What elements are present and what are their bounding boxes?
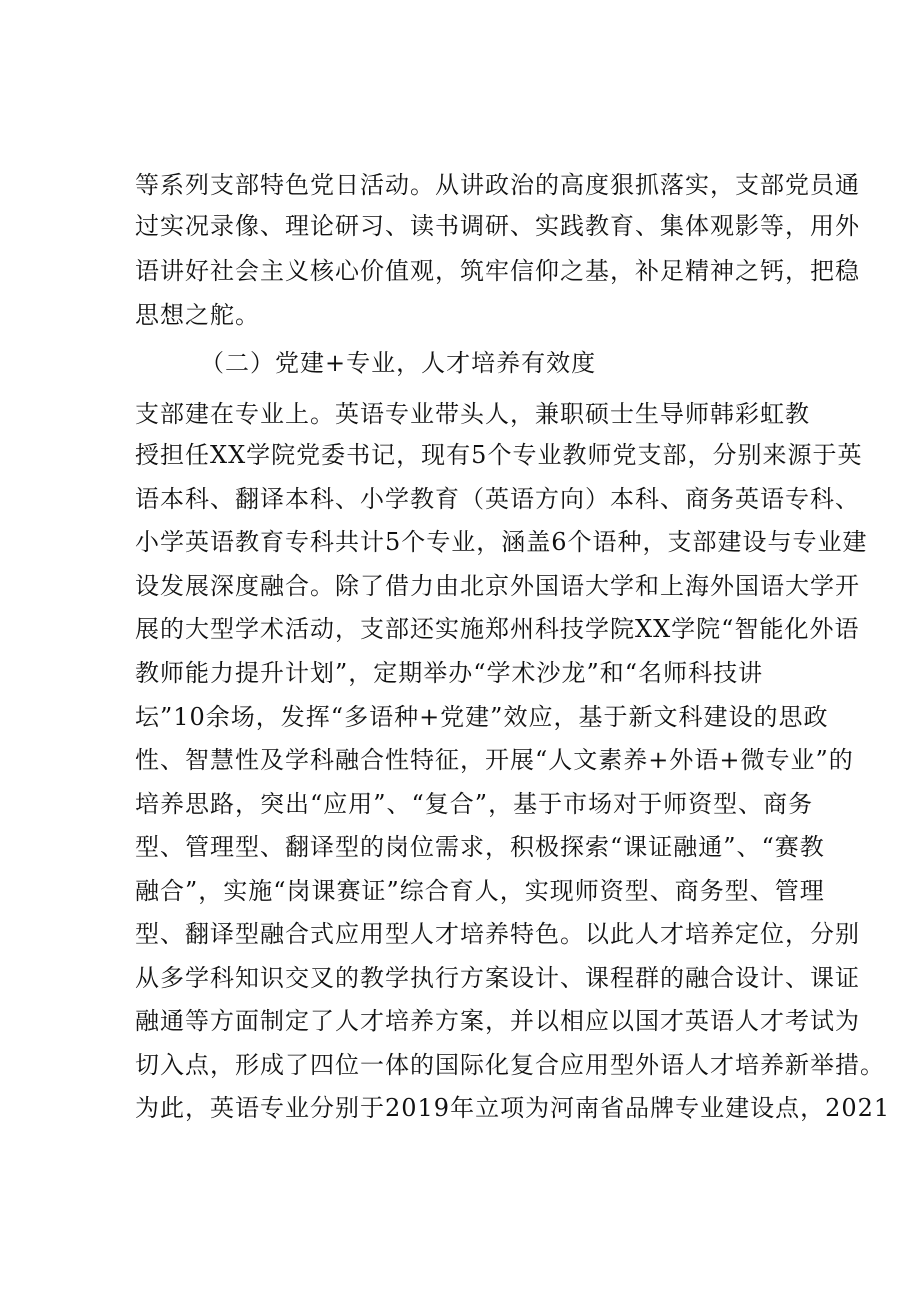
paragraph-line: 小学英语教育专科共计5个专业，涵盖6个语种，支部建设与专业建 [135, 528, 868, 556]
paragraph-line: 教师能力提升计划”，定期举办“学术沙龙”和“名师科技讲 [135, 659, 764, 687]
paragraph-line: 设发展深度融合。除了借力由北京外国语大学和上海外国语大学开 [135, 572, 860, 600]
paragraph-line: 等系列支部特色党日活动。从讲政治的高度狠抓落实，支部党员通 [135, 171, 860, 199]
paragraph-line: 性、智慧性及学科融合性特征，开展“人文素养+外语+微专业”的 [135, 746, 854, 774]
paragraph-line: 为此，英语专业分别于2019年立项为河南省品牌专业建设点，2021 [135, 1094, 891, 1122]
paragraph-line: 语讲好社会主义核心价值观，筑牢信仰之基，补足精神之钙，把稳 [135, 257, 860, 285]
paragraph-line: 支部建在专业上。英语专业带头人，兼职硕士生导师韩彩虹教 [135, 400, 810, 428]
paragraph-line: 融合”，实施“岗课赛证”综合育人，实现师资型、商务型、管理 [135, 877, 825, 905]
paragraph-line: 授担任XX学院党委书记，现有5个专业教师党支部，分别来源于英 [135, 441, 863, 469]
paragraph-line: 语本科、翻译本科、小学教育（英语方向）本科、商务英语专科、 [135, 485, 860, 513]
section-heading: （二）党建+专业，人才培养有效度 [200, 349, 597, 377]
paragraph-line: 坛”10余场，发挥“多语种+党建”效应，基于新文科建设的思政 [135, 703, 829, 731]
paragraph-line: 型、管理型、翻译型的岗位需求，积极探索“课证融通”、“赛教 [135, 833, 825, 861]
paragraph-line: 从多学科知识交叉的教学执行方案设计、课程群的融合设计、课证 [135, 964, 860, 992]
paragraph-line: 思想之舵。 [135, 301, 260, 329]
paragraph-line: 型、翻译型融合式应用型人才培养特色。以此人才培养定位，分别 [135, 920, 860, 948]
paragraph-line: 切入点，形成了四位一体的国际化复合应用型外语人才培养新举措。 [135, 1051, 885, 1079]
paragraph-line: 培养思路，突出“应用”、“复合”，基于市场对于师资型、商务 [135, 790, 814, 818]
paragraph-line: 展的大型学术活动，支部还实施郑州科技学院XX学院“智能化外语 [135, 615, 860, 643]
paragraph-line: 过实况录像、理论研习、读书调研、实践教育、集体观影等，用外 [135, 212, 860, 240]
paragraph-line: 融通等方面制定了人才培养方案，并以相应以国才英语人才考试为 [135, 1007, 860, 1035]
